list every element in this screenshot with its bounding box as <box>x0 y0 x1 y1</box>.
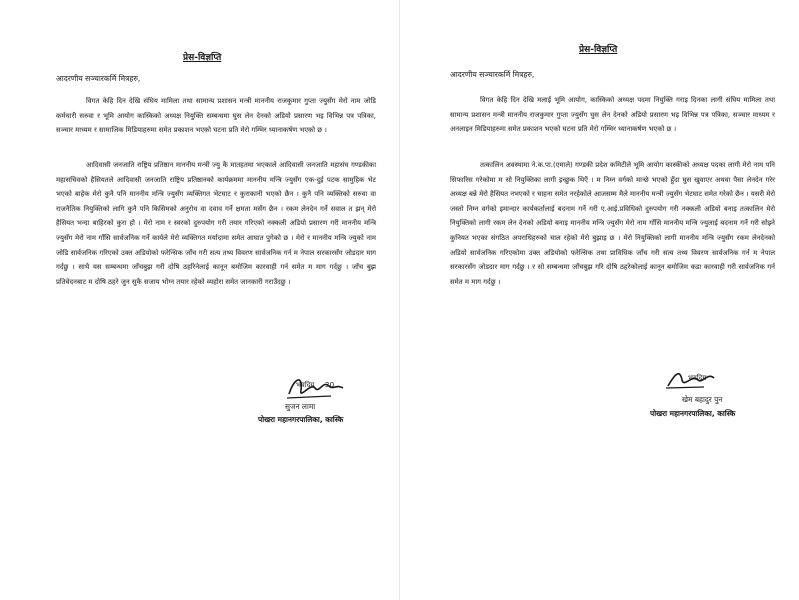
press-release-left <box>0 0 399 600</box>
paragraph-1: विगत केहि दिन देखि संघिय मामिला तथा सामान्य प्रशासन मन्त्री माननीय राजकुमार गुप्ता ज्युसँग मेरो नाम जोडि कर्मचारी सरुवा र भूमि आयोग कास्किको अध्यक्ष नियुक्ति सम्बन्धमा घुस लेन देनको अडियो प्रसारण भइ विभिन्न पत्र पत्रिका, सञ्चार माध्यम र सामाजिक मिडियाहरुमा समेत प्रकाशन भएको घटना प्रति मेरो गम्भिर ध्यानाकर्षण भएको छ । <box>56 97 376 135</box>
paragraph-2: तत्कालिन अवस्थामा ने.क.पा.(एमाले) गण्डकी प्रदेश कमिटीले भूमि आयोग कास्कीको अध्यक्ष पदका लागी मेरो नाम पनि सिफारिस गरेकोमा म सो नियुक्तिका लागी इच्छुक थिएँ । म निम्न वर्गको मान्छे भएको हुँदा घुस खुवाएर अथवा पैसा लेनदेन गरेर अध्यक्ष बन्ने मेरो हैसियत नभएको र चाहना समेत नरहेकोले आजसम्म मैले माननीय मन्त्री ज्युसँग भेटघाट समेत गरेको छैन । यसरी मेरो जस्तो निम्न वर्गको इमान्दार कार्यकर्तालाई बदनाम गर्ने गरी ए.आई.प्रविधिको दुरुपयोग गरी नक्कली अडियो बनाइ तत्कालिन मेरो नियुक्तिको लागी रकम लेन देनको अडियो बनाइ माननीय मन्त्रि ज्युसँग मेरो नाम गाँसि माननीय मन्त्रि ज्युलाई बदनाम गर्ने गरी सोझ्ने कुनियत भएका संगठित अपराधिहरुको चाल रहेको मेरो बुझाइ छ । मेरो नियुक्तिको लागी माननीय मन्त्रि ज्युसँग रकम लेनदेनको अडियो सार्वजनिक गरिएकोमा उक्त अडियोको फरेन्सिक तथा प्राविधिक जाँच गरी सत्य तथ्य विवरण सार्वजनिक गर्न म नेपाल सरकारसँग जोडदार माग गर्दछु । र सो सम्बन्धमा जाँचबुझ गरि दोषि ठहरेकोलाई कानून बमोजिम कडा कारवाही गरी सार्वजनिक गर्न समेत म माग गर्दछु । <box>450 161 775 286</box>
signatory-name: खेम बहादुर पुन <box>682 395 723 404</box>
press-release-title: प्रेस-विज्ञप्ति <box>183 53 222 63</box>
salutation: आदरणीय सञ्चारकर्मि मित्रहरु, <box>450 70 535 79</box>
salutation: आदरणीय सञ्चारकर्मि मित्रहरु, <box>56 74 141 83</box>
signatory-office: पोखरा महानगरपालिका, कास्कि <box>258 415 344 424</box>
signatory-office: पोखरा महानगरपालिका, कास्कि <box>650 409 736 418</box>
signature-label: भवदिय <box>688 374 707 382</box>
signatory-name: सुजन लामा <box>285 402 316 411</box>
paragraph-1: विगत केहि दिन देखि मलाई भूमि आयोग, कास्किको अध्यक्ष पदमा नियुक्ति गराइ दिनका लागी संघिय मामिला तथा सामान्य प्रशासन मन्त्री माननीय राजकुमार गुप्ता ज्युसँग घुस लेन देनको अडियो प्रसारण भइ विभिन्न पत्र पत्रिका, सञ्चार माध्यम र अनलाइन मिडियाहरुमा समेत प्रकाशन भएको घटना प्रति मेरो गम्भिर ध्यानाकर्षण भएको छ । <box>450 96 775 134</box>
press-release-title: प्रेस-विज्ञप्ति <box>579 45 618 55</box>
paragraph-2: आदिवासी जनजाति राष्ट्रिय प्रतिष्ठान माननीय मन्त्री ज्यु कै मातहतमा भएकाले आदिवासी जनजाति महासंघ गण्डकीका महासचिवको हैसियतले आदिवासी जनजाति राष्ट्रिय प्रतिष्ठानको कार्यक्रममा माननीय मन्त्रि ज्युसँग एक-दुई पटक सामुहिक भेट भएको बाहेक मेरो कुनै पनि माननीय मन्त्रि ज्युसँग व्यक्तिगत भेटघाट र कुराकानी भएको छैन । कुनै पनि व्यक्तिको सरुवा वा राजनैतिक नियुक्तिको लागि कुनै पनि किसिमको अनुरोध वा दवाव गर्ने क्षमता मसँग छैन । रकम लेनदेन गर्ने सवाल त झन् मेरो हैसियत भन्दा बाहिरको कुरा हो । मेरो नाम र स्वरको दुरुपयोग गरी तयार गरिएको नक्कली अडियो प्रसारण गरी माननीय मन्त्रि ज्युसँग मेरो नाम गाँसि सार्वजनिक गर्ने कार्यले मेरो व्यक्तिगत मर्यादामा समेत आघात पुगेको छ । मेरो र माननीय मन्त्रि ज्युको नाम जोडि सार्वजनिक गरिएको उक्त अडियोको फरेन्सिक जाँच गरी सत्य तथ्य विवरण सार्वजनिक गर्न म नेपाल सरकारसँग जोडदार माग गर्दछु । साथै यस सम्बन्धमा जाँचबुझ गरी दोषि ठहरिनेलाई कानून बमोजिम कारवाही गर्न समेत म माग गर्दछु । जाँच बुझ प्रतिवेदनबाट म दोषि ठहरे जुन सुकै सजाय भोग्न तयार रहेको व्यहोरा समेत जानकारी गराउँदछु । <box>56 161 376 286</box>
signature-date: 30 <box>324 380 335 389</box>
signature-label: भवदिय 30 <box>296 380 335 389</box>
press-release-right <box>400 0 799 600</box>
